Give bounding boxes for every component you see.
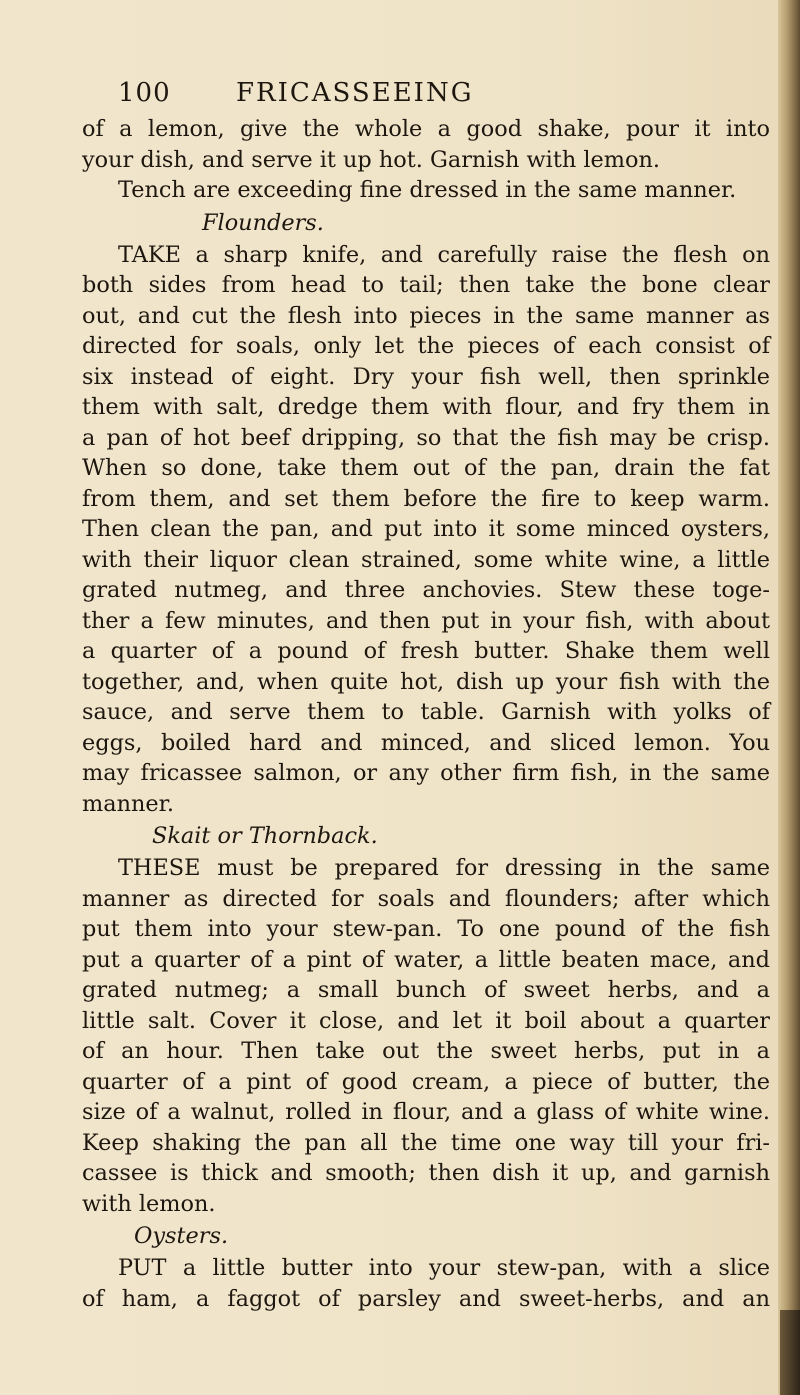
text-line: little salt. Cover it close, and let it boil about a quarter [82,1007,770,1034]
text-line: from them, and set them before the fire to keep warm. [82,485,770,512]
text-line: of ham, a faggot of parsley and sweet-herbs, and an [82,1285,770,1312]
text-line: quarter of a pint of good cream, a piece of butter, the [82,1068,770,1095]
text-line: manner as directed for soals and flounders; after which [82,885,770,912]
page-corner-shadow [780,1310,800,1395]
text-line: may fricassee salmon, or any other firm fish, in the same [82,760,770,786]
text-line: grated nutmeg; a small bunch of sweet herbs, and a [82,977,770,1003]
text-line: TAKE a sharp knife, and carefully raise the flesh on [118,241,770,268]
text-line: out, and cut the flesh into pieces in the same manner as [82,302,770,329]
text-line: together, and, when quite hot, dish up your fish with the [82,668,770,695]
section-heading-skait: Skait or Thornback. [152,823,378,849]
text-line: with their liquor clean strained, some white wine, a little [82,546,770,573]
text-line: of an hour. Then take out the sweet herbs, put in a [82,1038,770,1064]
text-line: eggs, boiled hard and minced, and sliced lemon. You [82,729,770,756]
text-line: ther a few minutes, and then put in your fish, with about [82,607,770,634]
text-line: them with salt, dredge them with flour, and fry them in [82,394,770,420]
text-line: Then clean the pan, and put into it some minced oysters, [82,516,770,542]
text-line: THESE must be prepared for dressing in the same [118,855,770,881]
page-number: 100 [118,78,171,108]
text-line: with lemon. [82,1190,216,1217]
text-line: When so done, take them out of the pan, drain the fat [82,455,770,481]
section-heading-oysters: Oysters. [134,1223,229,1249]
text-line: of a lemon, give the whole a good shake, pour it into [82,116,770,142]
page-edge-shadow [778,0,800,1395]
text-line: Keep shaking the pan all the time one way till your fri- [82,1129,770,1156]
page-body [82,114,770,1314]
text-line: PUT a little butter into your stew-pan, with a slice [118,1255,770,1281]
text-line: manner. [82,790,175,817]
text-line: size of a walnut, rolled in flour, and a glass of white wine. [82,1099,770,1125]
text-line: a pan of hot beef dripping, so that the fish may be crisp. [82,424,770,451]
page-header [118,78,758,108]
section-heading-flounders: Flounders. [202,209,324,236]
text-line: a quarter of a pound of fresh butter. Shake them well [82,638,770,664]
text-line: six instead of eight. Dry your fish well, then sprinkle [82,363,770,390]
text-line: put a quarter of a pint of water, a little beaten mace, and [82,946,770,973]
text-line: sauce, and serve them to table. Garnish with yolks of [82,699,770,725]
text-line: grated nutmeg, and three anchovies. Stew these toge- [82,577,770,603]
text-line: directed for soals, only let the pieces of each consist of [82,333,770,359]
text-line: your dish, and serve it up hot. Garnish with lemon. [82,146,661,173]
text-line: put them into your stew-pan. To one pound of the fish [82,916,770,942]
text-line: cassee is thick and smooth; then dish it up, and garnish [82,1160,770,1186]
tench-note: Tench are exceeding fine dressed in the same manner. [118,177,737,203]
running-title: FRICASSEEING [236,78,474,108]
text-line: both sides from head to tail; then take the bone clear [82,272,770,298]
